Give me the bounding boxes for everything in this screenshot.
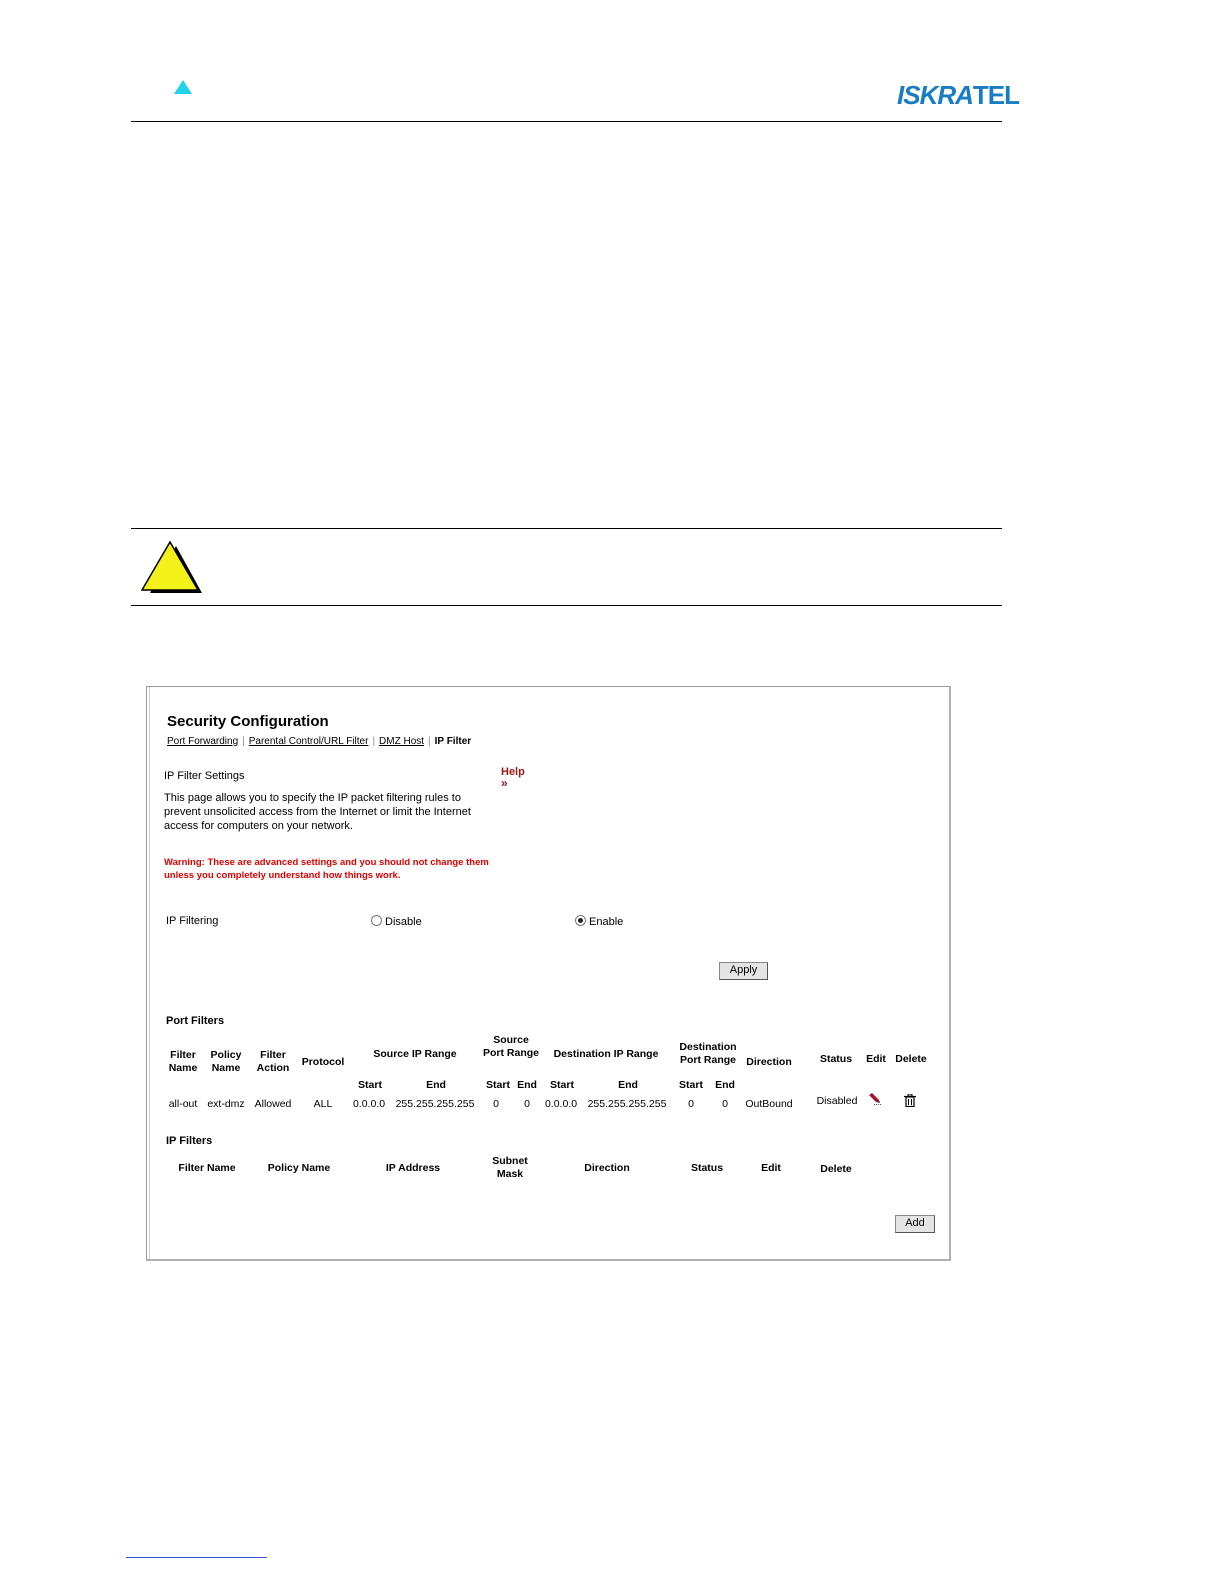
radio-icon[interactable] bbox=[371, 915, 382, 926]
header-filter-action: Filter Action bbox=[256, 1049, 290, 1074]
ip-header-subnet-mask: Subnet Mask bbox=[492, 1155, 528, 1180]
header-src-ip-end: End bbox=[426, 1079, 446, 1091]
header-dst-ip-start: Start bbox=[550, 1079, 574, 1091]
page-title: Security Configuration bbox=[167, 713, 329, 730]
caution-top-rule bbox=[131, 528, 1002, 529]
ip-header-direction: Direction bbox=[584, 1162, 630, 1174]
help-link[interactable]: Help bbox=[501, 766, 525, 778]
iskratel-logo: ISKRATEL bbox=[897, 80, 1020, 110]
cell-src-port-end: 0 bbox=[524, 1098, 530, 1110]
header-src-port-end: End bbox=[517, 1079, 537, 1091]
tab-ip-filter[interactable]: IP Filter bbox=[434, 736, 472, 747]
cell-status: Disabled bbox=[816, 1095, 858, 1107]
page-description: This page allows you to specify the IP packet filtering rules to prevent unsolicited access from the Internet or limit the Internet access for computers on your network. bbox=[164, 792, 471, 832]
edit-pencil-icon[interactable] bbox=[868, 1093, 882, 1105]
header-protocol: Protocol bbox=[301, 1056, 345, 1068]
apply-button[interactable]: Apply bbox=[719, 962, 768, 980]
ip-filters-title: IP Filters bbox=[166, 1135, 213, 1147]
header-destination-ip-range: Destination IP Range bbox=[553, 1048, 659, 1060]
header-rule bbox=[131, 121, 1002, 122]
add-button[interactable]: Add bbox=[895, 1215, 935, 1233]
tab-parental-control[interactable]: Parental Control/URL Filter bbox=[248, 736, 369, 747]
router-screenshot bbox=[146, 686, 951, 1261]
header-dst-ip-end: End bbox=[618, 1079, 638, 1091]
header-dst-port-end: End bbox=[715, 1079, 735, 1091]
header-src-port-start: Start bbox=[486, 1079, 510, 1091]
header-edit: Edit bbox=[866, 1053, 886, 1065]
breadcrumb: Port Forwarding | Parental Control/URL Filter | DMZ Host | IP Filter bbox=[167, 736, 472, 747]
cell-filter-name: all-out bbox=[168, 1098, 198, 1110]
ip-header-filter-name: Filter Name bbox=[178, 1162, 236, 1174]
section-title: IP Filter Settings bbox=[164, 770, 245, 782]
caution-bottom-rule bbox=[131, 605, 1002, 606]
cell-protocol: ALL bbox=[313, 1098, 333, 1110]
port-filters-title: Port Filters bbox=[166, 1015, 225, 1027]
cell-dst-ip-end: 255.255.255.255 bbox=[587, 1098, 667, 1110]
radio-checked-icon[interactable] bbox=[575, 915, 586, 926]
cell-dst-ip-start: 0.0.0.0 bbox=[544, 1098, 578, 1110]
enable-radio[interactable]: Enable bbox=[575, 915, 623, 928]
header-status: Status bbox=[819, 1053, 853, 1065]
disable-radio[interactable]: Disable bbox=[371, 915, 422, 928]
ip-filtering-label: IP Filtering bbox=[166, 915, 219, 927]
header-delete: Delete bbox=[895, 1053, 927, 1065]
warning-text: Warning: These are advanced settings and you should not change them unless you completely understand how things work. bbox=[164, 857, 489, 881]
cell-filter-action: Allowed bbox=[254, 1098, 292, 1110]
cell-policy-name: ext-dmz bbox=[207, 1098, 245, 1110]
up-triangle-icon bbox=[174, 80, 192, 94]
header-policy-name: Policy Name bbox=[210, 1049, 242, 1074]
ip-header-status: Status bbox=[690, 1162, 724, 1174]
cell-src-ip-start: 0.0.0.0 bbox=[352, 1098, 386, 1110]
header-source-port-range: Source Port Range bbox=[483, 1034, 540, 1059]
double-chevron-right-icon[interactable]: » bbox=[501, 776, 508, 790]
ip-header-delete: Delete bbox=[820, 1163, 852, 1175]
ip-header-policy-name: Policy Name bbox=[267, 1162, 331, 1174]
ip-header-edit: Edit bbox=[761, 1162, 781, 1174]
tab-dmz-host[interactable]: DMZ Host bbox=[379, 736, 425, 747]
footer-link-underline bbox=[126, 1557, 267, 1558]
cell-direction: OutBound bbox=[745, 1098, 793, 1110]
tab-port-forwarding[interactable]: Port Forwarding bbox=[167, 736, 239, 747]
header-src-ip-start: Start bbox=[358, 1079, 382, 1091]
ip-header-ip-address: IP Address bbox=[385, 1162, 441, 1174]
cell-src-port-start: 0 bbox=[493, 1098, 499, 1110]
header-dst-port-start: Start bbox=[679, 1079, 703, 1091]
header-filter-name: Filter Name bbox=[168, 1049, 198, 1074]
header-destination-port-range: Destination Port Range bbox=[679, 1041, 737, 1066]
warning-triangle-icon bbox=[138, 540, 204, 596]
cell-dst-port-end: 0 bbox=[722, 1098, 728, 1110]
header-source-ip-range: Source IP Range bbox=[373, 1048, 457, 1060]
header-direction: Direction bbox=[746, 1056, 792, 1068]
cell-src-ip-end: 255.255.255.255 bbox=[395, 1098, 475, 1110]
trash-icon[interactable] bbox=[904, 1094, 916, 1107]
cell-dst-port-start: 0 bbox=[688, 1098, 694, 1110]
